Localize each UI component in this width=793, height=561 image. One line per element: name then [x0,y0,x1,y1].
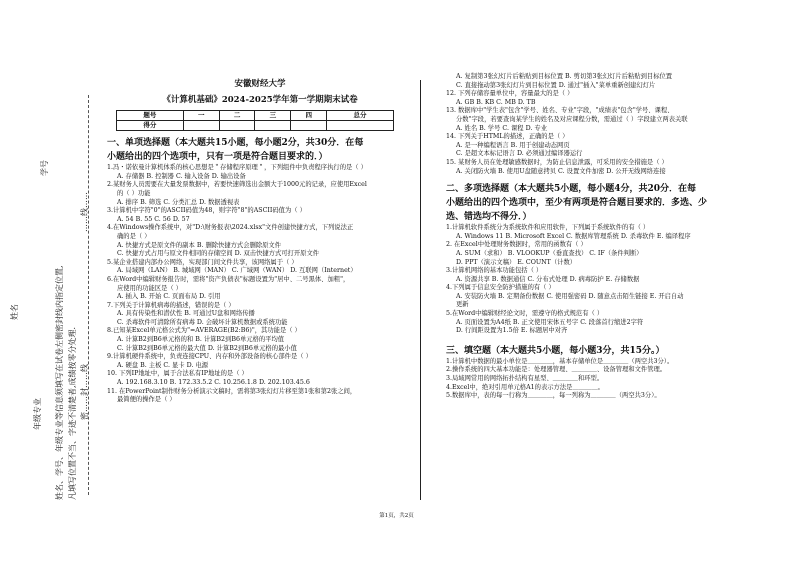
section-1-continued [446,73,766,176]
score-table [116,110,394,131]
section-2-questions [446,224,766,336]
question-line: 14. 下列关于HTML的描述，正确的是（ ） [446,133,569,141]
question-line: 13. 数据库中"学生表"包含"学号、姓名、专业"字段，"成绩表"包含"学号、课程、 [446,107,674,115]
question-line: D. PPT（演示文稿） E. COUNT（计数） [456,258,577,266]
question-line: 15. 某财务人员在处理敏感数据时，为防止信息泄露，可采用的安全措施是（ ） [446,158,668,166]
score-cell: 题号 [117,111,184,121]
question-line: A. 姓名 B. 学号 C. 课程 D. 专业 [456,124,547,132]
score-cell: 四 [291,111,327,121]
question-line: 应使用的功能区是（ ） [117,284,182,292]
question-line: 3.计算机中字符"0"的ASCII码值为48，则字符"8"的ASCII码值为（ ） [107,207,306,215]
question-line: A. 存储器 B. 控制器 C. 输入设备 D. 输出设备 [117,172,246,180]
question-line: A. 计算B2到B6单元格的和 B. 计算B2到B6单元格的平均值 [117,336,285,344]
left-column [107,80,403,405]
section-1-questions [107,164,403,405]
question-line: A. 插入 B. 开始 C. 页面布局 D. 引用 [117,293,221,301]
score-cell: 总分 [327,111,394,121]
question-line: 4.下列属于信息安全防护措施的有（ ） [446,284,555,292]
question-line: 10. 下列IP地址中，属于合法私有IP地址的是（ ） [107,370,248,378]
question-line: A. 页面设置为A4纸 B. 正文使用宋体五号字 C. 段落首行缩进2字符 [456,318,644,326]
section-3-questions [446,358,766,401]
binding-instructions-2: 凡填写位置不当、字迹不清楚者,成绩按零分处理. [68,326,77,500]
binding-grade-label: 年级专业 [33,398,42,430]
question-line: A. 安装防火墙 B. 定期备份数据 C. 使用强密码 D. 随意点击陌生链接 E. 开启自动 [456,292,684,300]
question-line: A. 排序 B. 筛选 C. 分类汇总 D. 数据透视表 [117,198,240,206]
binding-instructions-1: 姓名、学号、年级专业等信息须填写在试卷左侧密封线内指定位置, [55,265,64,500]
question-line: 5.数据库中，表的每一行称为＿＿＿＿，每一列称为＿＿＿＿（两空共3分）。 [446,392,661,400]
question-line: 2. 在Excel中处理财务数据时，常用的函数有（ ） [446,241,587,249]
score-cell[interactable] [291,121,327,131]
score-cell: 二 [219,111,255,121]
question-line: A. 54 B. 55 C. 56 D. 57 [117,215,190,223]
question-line: A. 192.168.3.10 B. 172.33.5.2 C. 10.256.1.8 D. 202.103.45.6 [117,379,310,387]
question-line: 的（ ）功能 [117,189,151,197]
section-2-title: 二、多项选择题（本大题共5小题，每小题4分，共20分．在每 小题给出的四个选项中，至少有两项是符合题目要求的．多选、少 选、错选均不得分．） [446,184,708,223]
score-cell: 三 [255,111,291,121]
question-line: 2.操作系统的四大基本功能是：处理器管理、＿＿＿＿、设备管理和文件管理。 [446,366,667,374]
question-line: 3.计算机网络的基本功能包括（ ） [446,267,543,275]
question-line: 1.计算机中数据的最小单位是＿＿＿＿，基本存储单位是＿＿＿＿（两空共3分）。 [446,357,674,365]
score-cell[interactable] [255,121,291,131]
binding-seal-mid-text: 密……封……线 [80,364,89,420]
question-line: 4.Excel中，绝对引用单元格A1的表示方法是＿＿＿＿。 [446,383,604,391]
column-divider [420,80,421,500]
question-line: 5.在Word中编辑财经论文时，需遵守的格式规范有（ ） [446,310,604,318]
question-line: 5.某企业搭建内部办公网络，实现部门间文件共享，该网络属于（ ） [107,258,298,266]
question-line: 4.在Windows操作系统中，对"D:\财务报表\2024.xlsx"文件创建快捷方式，下列说法正 [107,224,354,232]
right-column [446,73,766,401]
score-cell: 一 [183,111,219,121]
question-line: 2.某财务人员需要在大量发票数据中，若要快速筛选出金额大于1000元的记录，应使用Excel [107,181,367,189]
question-line: C. 杀毒软件可清除所有病毒 D. 会破坏计算机数据或系统功能 [117,318,288,326]
question-line: C. 直接拖动第3张幻灯片到目标位置 D. 通过"插入"菜单重新创建幻灯片 [456,81,656,89]
score-cell[interactable] [183,121,219,131]
question-line: 3.局域网常用的网络拓扑结构有星型、＿＿＿＿和环型。 [446,375,604,383]
question-line: A. 是一种编程语言 B. 用于创建动态网页 [456,141,570,149]
question-line: C. 计算B2到B6单元格的最大值 D. 计算B2到B6单元格的最小值 [117,344,297,352]
question-line: 12. 下列存储容量单位中，容量最大的是（ ） [446,90,574,98]
score-table-header-row [117,111,394,121]
binding-name-label: 姓名 [10,304,19,320]
question-line: A. 资源共享 B. 数据通信 C. 分布式处理 D. 病毒防护 E. 存储数据 [456,275,640,283]
question-line: C. 是超文本标记语言 D. 必须通过编译器运行 [456,150,583,158]
question-line: 1.冯・诺依曼计算机体系的核心思想是＂存储程序原理＂，下列组件中负责程序执行的是（ ） [107,164,367,172]
page-footer: 第1页，共2页 [379,513,414,519]
score-cell: 得分 [117,121,184,131]
school-name: 安徽财经大学 [234,79,286,89]
question-line: 9.计算机硬件系统中，负责连接CPU、内存和外部设备的核心部件是（ ） [107,353,312,361]
score-cell[interactable] [327,121,394,131]
question-line: A. 硬盘 B. 主板 C. 显卡 D. 电源 [117,361,208,369]
question-line: 8.已知某Excel单元格公式为"=AVERAGE(B2:B6)"，其功能是（ ） [107,327,301,335]
question-line: A. Windows 11 B. Microsoft Excel C. 数据库管理系统 D. 杀毒软件 E. 编译程序 [456,232,691,240]
question-line: A. 快捷方式是原文件的副本 B. 删除快捷方式会删除原文件 [117,241,282,249]
question-line: 11. 在PowerPoint制作财务分析演示文稿时，需将第3张幻灯片移至第1张和第2张之间， [107,387,357,395]
section-3-title: 三、填空题（本大题共5小题，每小题3分，共15分。） [446,345,665,356]
question-line: 最简便的操作是（ ） [117,396,176,404]
question-line: A. SUM（求和） B. VLOOKUP（垂直查找） C. IF（条件判断） [456,249,643,257]
question-line: 确的是（ ） [117,232,151,240]
question-line: A. 局域网（LAN） B. 城域网（MAN） C. 广域网（WAN） D. 互联网（Internet） [117,267,357,275]
question-line: 分数"字段，若要查询某学生的姓名及对应课程分数，需通过（ ）字段建立两表关联 [456,115,688,123]
exam-title: 《计算机基础》2024-2025学年第一学期期末试卷 [162,94,358,105]
seal-dashed-line [88,95,89,495]
question-line: A. 复制第3张幻灯片后粘贴到目标位置 B. 剪切第3张幻灯片后粘贴到目标位置 [456,73,673,80]
section-1-title: 一、单项选择题（本大题共15小题，每小题2分，共30分．在每 小题给出的四个选项中，只有一项是符合题目要求的．） [107,138,364,163]
binding-seal-line-text: ……线…… [80,192,89,232]
question-line: D. 行间距设置为1.5倍 E. 标题居中对齐 [456,327,568,335]
score-cell[interactable] [219,121,255,131]
question-line: 7.下列关于计算机病毒的描述，错误的是（ ） [107,301,235,309]
binding-strip [0,0,92,561]
question-line: A. GB B. KB C. MB D. TB [456,98,536,106]
binding-student-id-label: 学号 [40,160,49,176]
question-line: A. 关闭防火墙 B. 使用U盘随意拷贝 C. 设置文件加密 D. 公开无线网络连接 [456,167,666,175]
question-line: 更新 [456,301,469,309]
question-line: 6.在Word中编辑财务报告时，需将"资产负债表"标题设置为"居中、二号黑体、加粗"， [107,275,350,283]
score-table-score-row [117,121,394,131]
question-line: C. 快捷方式占用与原文件相同的存储空间 D. 双击快捷方式可打开原文件 [117,250,320,258]
question-line: 1.计算机软件系统分为系统软件和应用软件，下列属于系统软件的有（ ） [446,224,650,232]
question-line: A. 具有传染性和潜伏性 B. 可通过U盘和网络传播 [117,310,255,318]
